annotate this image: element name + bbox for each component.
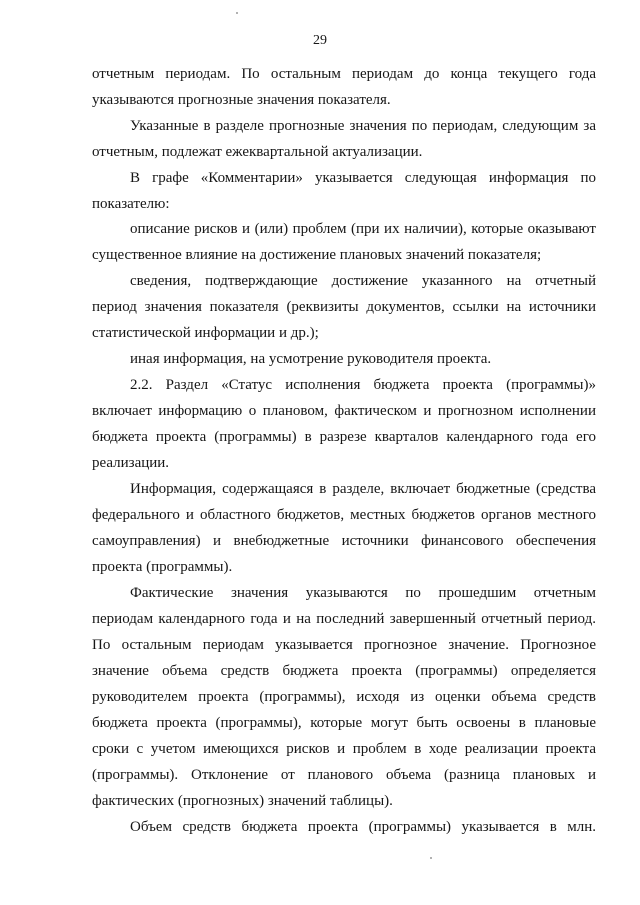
scan-speck (430, 857, 432, 859)
text-line: описание рисков и (или) проблем (при их наличии), которые оказывают (130, 221, 596, 237)
text-line: руководителем проекта (программы), исходя из оценки объема средств (92, 689, 596, 705)
text-line: федерального и областного бюджетов, местных бюджетов органов местного (92, 507, 596, 523)
text-line: Указанные в разделе прогнозные значения по периодам, следующим за (130, 118, 596, 134)
text-line: проекта (программы). (92, 559, 233, 575)
text-line: иная информация, на усмотрение руководителя проекта. (130, 351, 492, 367)
text-line: фактических (прогнозных) значений таблицы). (92, 793, 393, 809)
text-line: бюджета проекта (программы) в разрезе кварталов календарного года его (92, 429, 596, 445)
text-line: По остальным периодам указывается прогнозное значение. Прогнозное (92, 637, 596, 653)
scan-speck (236, 12, 238, 14)
text-line: Фактические значения указываются по прошедшим отчетным (130, 585, 596, 601)
text-line: периодам календарного года и на последний завершенный отчетный период. (92, 611, 596, 627)
text-line: включает информацию о плановом, фактическом и прогнозном исполнении (92, 403, 596, 419)
page-number: 29 (313, 33, 327, 48)
text-line: период значения показателя (реквизиты документов, ссылки на источники (92, 299, 596, 315)
text-line: Информация, содержащаяся в разделе, включает бюджетные (средства (130, 481, 596, 497)
text-line: указываются прогнозные значения показателя. (92, 92, 391, 108)
text-line: бюджета проекта (программы), которые могут быть освоены в плановые (92, 715, 596, 731)
text-line: 2.2. Раздел «Статус исполнения бюджета проекта (программы)» (130, 377, 596, 393)
text-line: реализации. (92, 455, 170, 471)
text-line: сведения, подтверждающие достижение указанного на отчетный (130, 273, 596, 289)
text-line: Объем средств бюджета проекта (программы) указывается в млн. (130, 819, 596, 835)
text-line: В графе «Комментарии» указывается следующая информация по (130, 170, 596, 186)
text-line: статистической информации и др.); (92, 325, 319, 341)
text-line: показателю: (92, 196, 170, 212)
text-line: отчетным, подлежат ежеквартальной актуализации. (92, 144, 423, 160)
text-line: сроки с учетом имеющихся рисков и проблем в ходе реализации проекта (92, 741, 596, 757)
text-line: (программы). Отклонение от планового объема (разница плановых и (92, 767, 596, 783)
text-line: отчетным периодам. По остальным периодам до конца текущего года (92, 66, 596, 82)
text-line: значение объема средств бюджета проекта (программы) определяется (92, 663, 596, 679)
text-line: существенное влияние на достижение плановых значений показателя; (92, 247, 542, 263)
text-line: самоуправления) и внебюджетные источники финансового обеспечения (92, 533, 596, 549)
